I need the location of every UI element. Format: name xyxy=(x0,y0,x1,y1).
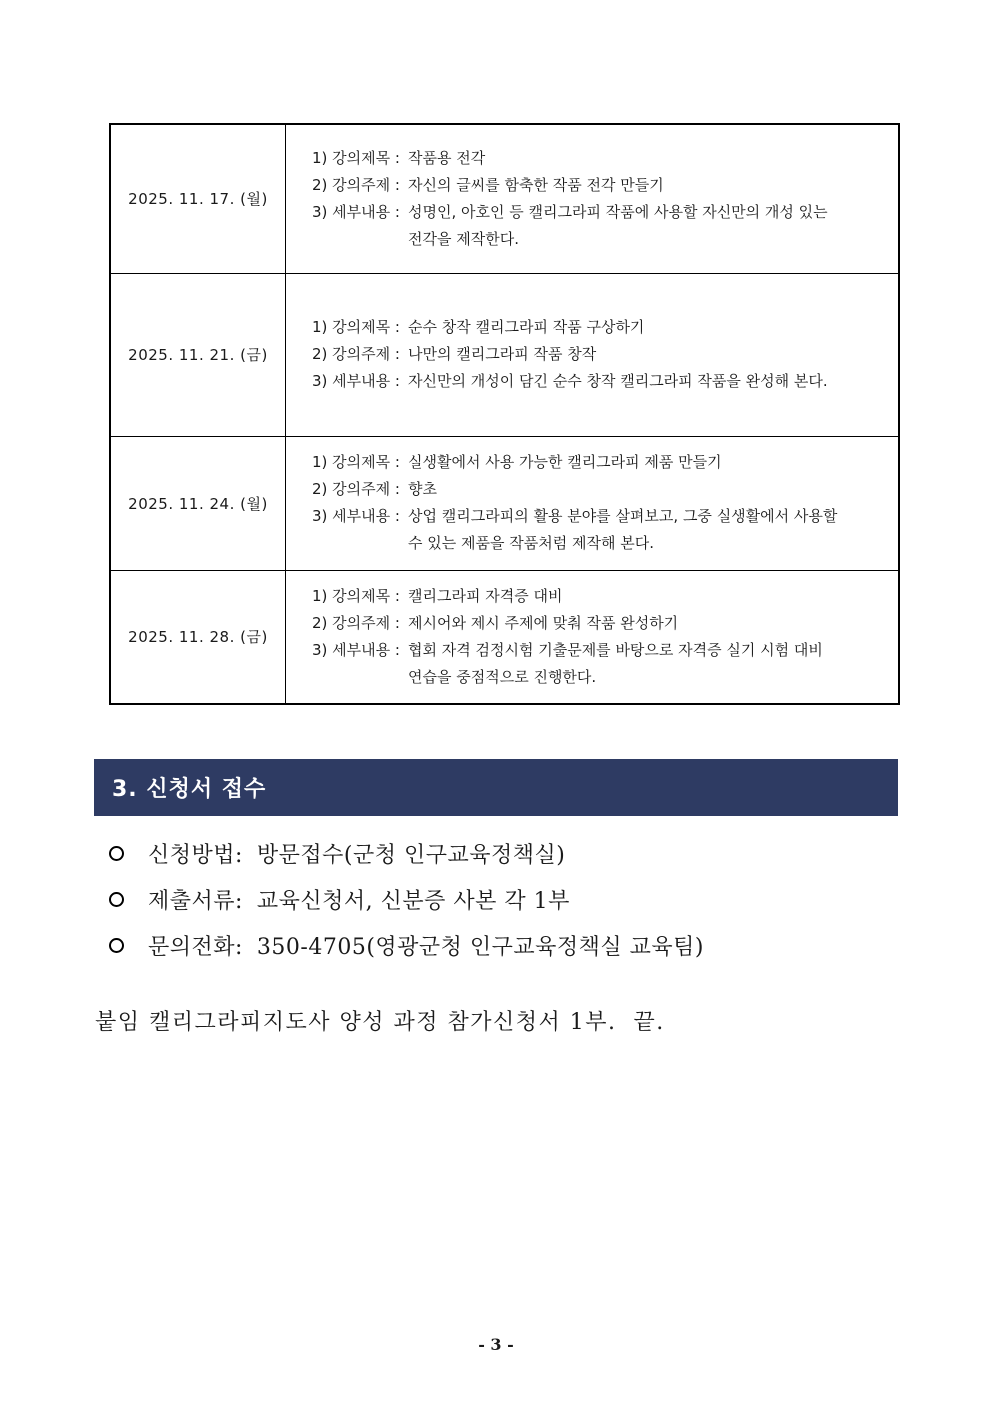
line-label: 3) 세부내용 : xyxy=(312,640,400,659)
line-label: 1) 강의제목 : xyxy=(312,148,400,167)
circle-bullet-icon xyxy=(109,846,124,861)
line-text: 캘리그라피 자격증 대비 xyxy=(408,586,563,605)
bullet-text: 방문접수(군청 인구교육정책실) xyxy=(256,842,566,868)
line-text: 자신만의 개성이 담긴 순수 창작 캘리그라피 작품을 완성해 본다. xyxy=(408,372,828,390)
line-text: 제시어와 제시 주제에 맞춰 작품 완성하기 xyxy=(408,613,679,632)
section-title: 3. 신청서 접수 xyxy=(112,777,267,802)
line-label: 2) 강의주제 : xyxy=(312,345,400,363)
line-label: 1) 강의제목 : xyxy=(312,318,400,336)
line-text: 향초 xyxy=(408,480,437,498)
bullet-text: 350-4705(영광군청 인구교육정책실 교육팀) xyxy=(256,934,705,960)
row-content xyxy=(286,124,900,273)
schedule-table xyxy=(109,123,900,705)
line-label: 1) 강의제목 : xyxy=(312,453,400,471)
row-date: 2025. 11. 17. (월) xyxy=(110,124,286,273)
list-item xyxy=(109,830,704,876)
line-label: 2) 강의주제 : xyxy=(312,175,400,194)
bullet-label: 문의전화: xyxy=(148,934,243,960)
table-row xyxy=(110,570,899,704)
bullet-label: 신청방법: xyxy=(148,842,243,868)
line-text: 순수 창작 캘리그라피 작품 구상하기 xyxy=(408,318,645,336)
circle-bullet-icon xyxy=(109,892,124,907)
table-row xyxy=(110,436,899,570)
row-content xyxy=(286,273,900,436)
line-continuation: 전각을 제작한다. xyxy=(408,229,519,248)
line-text: 나만의 캘리그라피 작품 창작 xyxy=(408,345,597,363)
line-label: 2) 강의주제 : xyxy=(312,613,400,632)
bullet-list xyxy=(109,830,704,968)
circle-bullet-icon xyxy=(109,938,124,953)
row-content xyxy=(286,436,900,570)
line-text: 자신의 글씨를 함축한 작품 전각 만들기 xyxy=(408,175,664,194)
line-text: 협회 자격 검정시험 기출문제를 바탕으로 자격증 실기 시험 대비 xyxy=(408,640,823,659)
row-date: 2025. 11. 24. (월) xyxy=(110,436,286,570)
row-date: 2025. 11. 28. (금) xyxy=(110,570,286,704)
bullet-label: 제출서류: xyxy=(148,888,243,914)
line-text: 상업 캘리그라피의 활용 분야를 살펴보고, 그중 실생활에서 사용할 xyxy=(408,507,838,525)
line-text: 작품용 전각 xyxy=(408,148,486,167)
line-label: 2) 강의주제 : xyxy=(312,480,400,498)
line-text: 실생활에서 사용 가능한 캘리그라피 제품 만들기 xyxy=(408,453,722,471)
line-label: 1) 강의제목 : xyxy=(312,586,400,605)
section-header xyxy=(94,759,898,816)
line-label: 3) 세부내용 : xyxy=(312,202,400,221)
line-label: 3) 세부내용 : xyxy=(312,372,400,390)
list-item xyxy=(109,876,704,922)
line-continuation: 연습을 중점적으로 진행한다. xyxy=(408,667,597,686)
page-number: - 3 - xyxy=(478,1335,514,1354)
list-item xyxy=(109,922,704,968)
row-date: 2025. 11. 21. (금) xyxy=(110,273,286,436)
line-label: 3) 세부내용 : xyxy=(312,507,400,525)
table-row xyxy=(110,273,899,436)
table-row xyxy=(110,124,899,273)
bullet-text: 교육신청서, 신분증 사본 각 1부 xyxy=(256,888,570,914)
row-content xyxy=(286,570,900,704)
line-text: 성명인, 아호인 등 캘리그라피 작품에 사용할 자신만의 개성 있는 xyxy=(408,202,828,221)
attachment-note: 붙임 캘리그라피지도사 양성 과정 참가신청서 1부. 끝. xyxy=(95,1010,665,1035)
line-continuation: 수 있는 제품을 작품처럼 제작해 본다. xyxy=(408,534,654,552)
